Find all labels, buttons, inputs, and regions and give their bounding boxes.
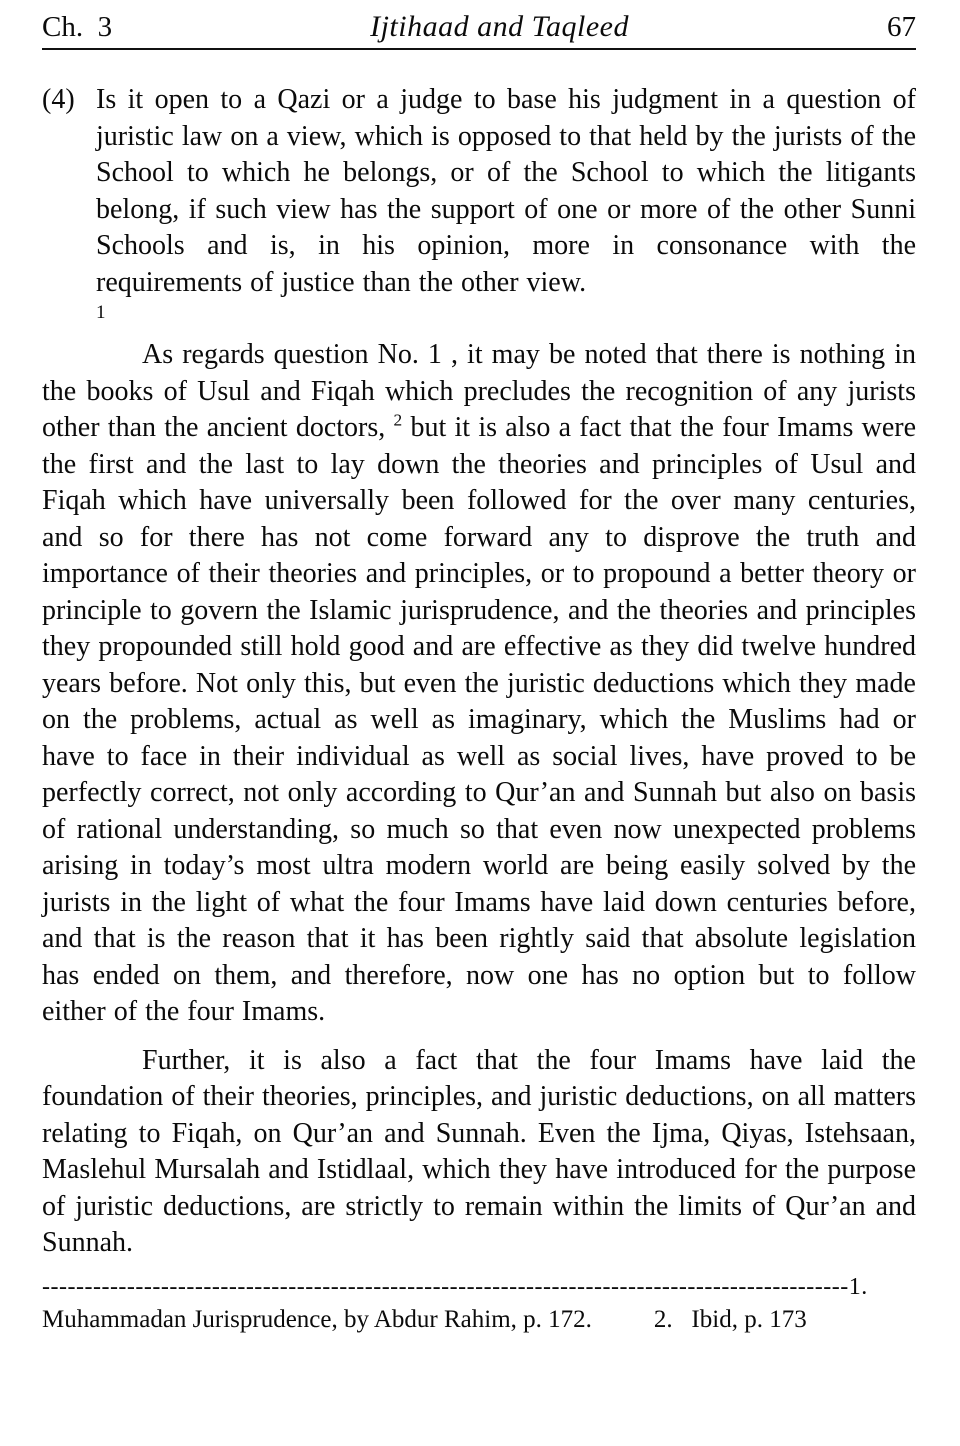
- paragraph-further: [42, 1043, 916, 1262]
- paragraph-text: Further, it is also a fact that the four Imams have laid the foundation of their theories, principles, and juristic deductions, on all matters relating to Fiqah, on Qur’an and Sunnah. Even the Ijma, Qiyas, Istehsaan, Maslehul Mursalah and Istidlaal, which they have introduced for the purpose of juristic deductions, are strictly to remain within the limits of Qur’an and Sunnah.: [42, 1044, 916, 1258]
- question-number: (4): [42, 84, 75, 115]
- paragraph-text-before-ref: As regards question No. 1 , it may be noted that there is nothing in the books of Usul and Fiqah which precludes the recognition of any jurists other than the ancient doctors,: [42, 339, 916, 443]
- paragraph-usul-fiqah: [42, 337, 916, 1031]
- footnote-2-text: 2. Ibid, p. 173: [653, 1305, 807, 1333]
- page-header: [42, 10, 916, 44]
- footnote-separator: -----------------------------------------------------------------------------------------------1.: [42, 1273, 868, 1300]
- running-title: Ijtihaad and Taqleed: [370, 10, 629, 43]
- page-body: [42, 82, 916, 1262]
- footnote-marker-1: 1: [96, 302, 106, 323]
- footnote-marker-2: 2: [393, 410, 403, 430]
- page-number: 67: [887, 11, 916, 43]
- footnote-1-text: Muhammadan Jurisprudence, by Abdur Rahim, p. 172.: [42, 1305, 592, 1333]
- footnotes: [42, 1304, 916, 1336]
- header-rule: [42, 48, 916, 50]
- question-text: Is it open to a Qazi or a judge to base his judgment in a question of juristic law on a view, which is opposed to that held by the jurists of the School to which he belongs, or of the School to which the litigants belong, if such view has the support of one or more of the other Sunni Schools and is, in his opinion, more in consonance with the requirements of justice than the other view.: [96, 84, 916, 298]
- chapter-label: Ch. 3: [42, 11, 113, 43]
- question-4-paragraph: [42, 82, 916, 301]
- paragraph-text-after-ref: but it is also a fact that the four Imams were the first and the last to lay down the theories and principles of Usul and Fiqah which have universally been followed for the over many centuries, and so for there has not come forward any to disprove the truth and importance of their theories and principles, or to propound a better theory or principle to govern the Islamic jurisprudence, and the theories and principles they propounded still hold good and are effective as they did twelve hundred years before. Not only this, but even the juristic deductions which they made on the problems, actual as well as imaginary, which the Muslims had or have to face in their individual as well as social lives, have proved to be perfectly correct, not only according to Qur’an and Sunnah but also on basis of rational understanding, so much so that even now unexpected problems arising in today’s most ultra modern world are being easily solved by the jurists in the light of what the four Imams have laid down centuries before, and that is the reason that it has been rightly said that absolute legislation has ended on them, and therefore, now one has no option but to follow either of the four Imams.: [42, 412, 917, 1027]
